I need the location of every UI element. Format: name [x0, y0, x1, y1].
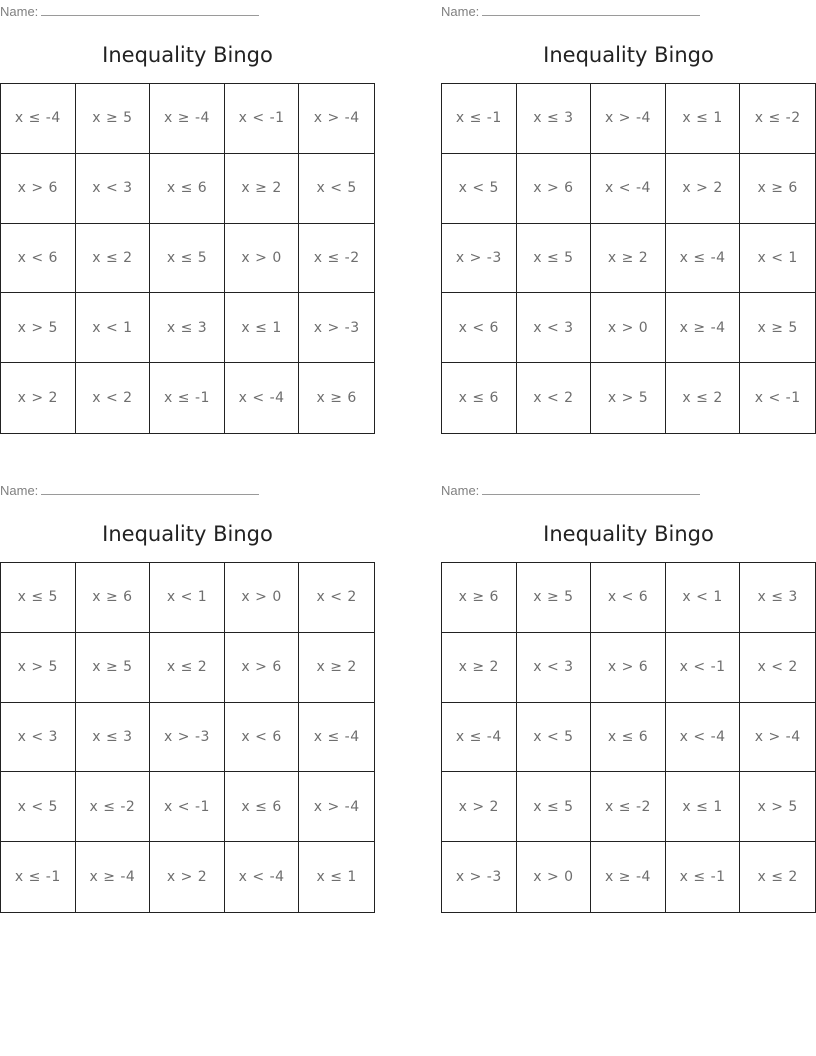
bingo-card-4 — [441, 479, 816, 919]
bingo-cell[interactable]: x > 0 — [225, 224, 300, 294]
bingo-cell[interactable]: x ≥ 2 — [225, 154, 300, 224]
name-label: Name: — [0, 483, 39, 498]
bingo-cell[interactable]: x > 0 — [225, 563, 300, 633]
bingo-cell[interactable]: x < 3 — [1, 703, 76, 773]
bingo-cell[interactable]: x < 2 — [740, 633, 815, 703]
bingo-cell[interactable]: x ≤ -1 — [150, 363, 225, 433]
bingo-cell[interactable]: x ≥ 2 — [591, 224, 666, 294]
bingo-cell[interactable]: x ≥ 5 — [740, 293, 815, 363]
bingo-cell[interactable]: x > 2 — [442, 772, 517, 842]
bingo-cell[interactable]: x > 0 — [591, 293, 666, 363]
bingo-cell[interactable]: x > 5 — [591, 363, 666, 433]
card-title: Inequality Bingo — [102, 43, 273, 67]
bingo-cell[interactable]: x > 2 — [150, 842, 225, 912]
bingo-grid — [0, 562, 375, 913]
bingo-cell[interactable]: x ≥ 6 — [442, 563, 517, 633]
bingo-cell[interactable]: x < -4 — [591, 154, 666, 224]
bingo-cell[interactable]: x < -4 — [666, 703, 741, 773]
bingo-cell[interactable]: x ≤ 5 — [517, 772, 592, 842]
bingo-cell[interactable]: x ≤ -2 — [591, 772, 666, 842]
bingo-cell[interactable]: x ≤ 5 — [150, 224, 225, 294]
bingo-cell[interactable]: x > -4 — [740, 703, 815, 773]
bingo-cell[interactable]: x ≤ 3 — [76, 703, 151, 773]
bingo-cell[interactable]: x ≤ -4 — [666, 224, 741, 294]
bingo-cell[interactable]: x ≤ -1 — [666, 842, 741, 912]
bingo-cell[interactable]: x ≥ 6 — [740, 154, 815, 224]
name-blank-line[interactable] — [482, 3, 700, 16]
bingo-cell[interactable]: x ≤ 2 — [757, 869, 798, 886]
bingo-card-2 — [441, 0, 816, 440]
bingo-cell[interactable]: x > 0 — [517, 842, 592, 912]
bingo-cell[interactable]: x ≤ 6 — [442, 363, 517, 433]
bingo-cell[interactable]: x ≤ 1 — [316, 869, 357, 886]
bingo-cell[interactable]: x > -4 — [299, 84, 374, 154]
bingo-cell[interactable]: x > -3 — [442, 842, 517, 912]
bingo-cell[interactable]: x ≤ 6 — [225, 772, 300, 842]
bingo-cell[interactable]: x > 2 — [666, 154, 741, 224]
bingo-cell[interactable]: x ≥ 2 — [299, 633, 374, 703]
name-field — [441, 482, 700, 499]
bingo-cell[interactable]: x < 6 — [442, 293, 517, 363]
bingo-grid — [441, 83, 816, 434]
bingo-cell[interactable]: x > -4 — [591, 84, 666, 154]
name-blank-line[interactable] — [482, 482, 700, 495]
bingo-cell[interactable]: x < 5 — [1, 772, 76, 842]
bingo-cell[interactable]: x > 2 — [1, 363, 76, 433]
bingo-cell[interactable]: x ≥ 5 — [76, 633, 151, 703]
bingo-cell[interactable]: x < 5 — [299, 154, 374, 224]
bingo-cell[interactable]: x > 6 — [517, 154, 592, 224]
bingo-cell[interactable]: x < 1 — [666, 563, 741, 633]
bingo-cell[interactable]: x < 5 — [517, 703, 592, 773]
bingo-cell[interactable]: x < 6 — [225, 703, 300, 773]
bingo-cell[interactable]: x < -4 — [225, 363, 300, 433]
bingo-card-1 — [0, 0, 375, 440]
bingo-cell[interactable]: x ≤ 5 — [517, 224, 592, 294]
bingo-cell[interactable]: x > -3 — [442, 224, 517, 294]
bingo-cell[interactable]: x < 6 — [591, 563, 666, 633]
bingo-cell[interactable]: x ≤ -4 — [299, 703, 374, 773]
bingo-cell[interactable]: x ≥ 6 — [316, 390, 357, 407]
name-label: Name: — [441, 4, 480, 19]
name-field — [441, 3, 700, 20]
bingo-cell[interactable]: x > 5 — [1, 293, 76, 363]
bingo-cell[interactable]: x < -1 — [754, 390, 801, 407]
bingo-cell[interactable]: x ≤ -2 — [76, 772, 151, 842]
name-blank-line[interactable] — [41, 482, 259, 495]
bingo-cell[interactable]: x ≥ 5 — [76, 84, 151, 154]
bingo-cell[interactable]: x < 2 — [517, 363, 592, 433]
bingo-grid — [441, 562, 816, 913]
bingo-cell[interactable]: x ≤ 6 — [591, 703, 666, 773]
bingo-cell[interactable]: x ≤ 1 — [666, 772, 741, 842]
bingo-cell[interactable]: x ≤ 3 — [517, 84, 592, 154]
bingo-cell[interactable]: x ≤ -1 — [442, 84, 517, 154]
bingo-cell[interactable]: x ≤ -2 — [740, 84, 815, 154]
bingo-cell[interactable]: x ≥ 5 — [517, 563, 592, 633]
name-blank-line[interactable] — [41, 3, 259, 16]
bingo-cell[interactable]: x > 6 — [225, 633, 300, 703]
bingo-cell[interactable]: x > -3 — [299, 293, 374, 363]
bingo-cell[interactable]: x ≤ -4 — [1, 84, 76, 154]
bingo-cell[interactable]: x ≤ -4 — [442, 703, 517, 773]
bingo-cell[interactable]: x < -1 — [225, 84, 300, 154]
bingo-cell[interactable]: x ≤ -2 — [299, 224, 374, 294]
card-title: Inequality Bingo — [102, 522, 273, 546]
bingo-cell[interactable]: x ≤ -1 — [1, 842, 76, 912]
bingo-cell[interactable]: x ≤ 2 — [150, 633, 225, 703]
bingo-cell[interactable]: x < 3 — [517, 633, 592, 703]
bingo-cell[interactable]: x > 5 — [740, 772, 815, 842]
bingo-cell[interactable]: x ≥ 6 — [76, 563, 151, 633]
bingo-cell[interactable]: x ≤ 1 — [225, 293, 300, 363]
bingo-cell[interactable]: x ≤ 3 — [740, 563, 815, 633]
bingo-cell[interactable]: x ≤ 6 — [150, 154, 225, 224]
bingo-grid — [0, 83, 375, 434]
bingo-cell[interactable]: x ≤ 3 — [150, 293, 225, 363]
bingo-cell[interactable]: x < 6 — [1, 224, 76, 294]
bingo-cell[interactable]: x < -4 — [225, 842, 300, 912]
bingo-cell[interactable]: x > 6 — [1, 154, 76, 224]
name-field — [0, 3, 259, 20]
bingo-cell[interactable]: x < -1 — [150, 772, 225, 842]
bingo-cell[interactable]: x < 3 — [76, 154, 151, 224]
bingo-cell[interactable]: x < 1 — [76, 293, 151, 363]
name-label: Name: — [441, 483, 480, 498]
bingo-cell[interactable]: x < -1 — [666, 633, 741, 703]
bingo-cell[interactable]: x > -4 — [299, 772, 374, 842]
bingo-card-3 — [0, 479, 375, 919]
bingo-cell[interactable]: x ≥ -4 — [150, 84, 225, 154]
bingo-cell[interactable]: x > 5 — [1, 633, 76, 703]
bingo-cell[interactable]: x ≤ 5 — [1, 563, 76, 633]
name-field — [0, 482, 259, 499]
name-label: Name: — [0, 4, 39, 19]
bingo-cell[interactable]: x ≥ -4 — [591, 842, 666, 912]
bingo-cell[interactable]: x ≤ 1 — [666, 84, 741, 154]
bingo-cell[interactable]: x < 2 — [76, 363, 151, 433]
card-title: Inequality Bingo — [543, 43, 714, 67]
bingo-cell[interactable]: x < 5 — [442, 154, 517, 224]
bingo-cell[interactable]: x < 3 — [517, 293, 592, 363]
bingo-cell[interactable]: x < 1 — [150, 563, 225, 633]
card-title: Inequality Bingo — [543, 522, 714, 546]
bingo-cell[interactable]: x ≤ 2 — [76, 224, 151, 294]
bingo-cell[interactable]: x < 1 — [740, 224, 815, 294]
bingo-cell[interactable]: x ≤ 2 — [666, 363, 741, 433]
bingo-cell[interactable]: x ≥ 2 — [442, 633, 517, 703]
bingo-cell[interactable]: x < 2 — [299, 563, 374, 633]
bingo-cell[interactable]: x ≥ -4 — [666, 293, 741, 363]
bingo-cell[interactable]: x ≥ -4 — [76, 842, 151, 912]
bingo-cell[interactable]: x > 6 — [591, 633, 666, 703]
bingo-cell[interactable]: x > -3 — [150, 703, 225, 773]
